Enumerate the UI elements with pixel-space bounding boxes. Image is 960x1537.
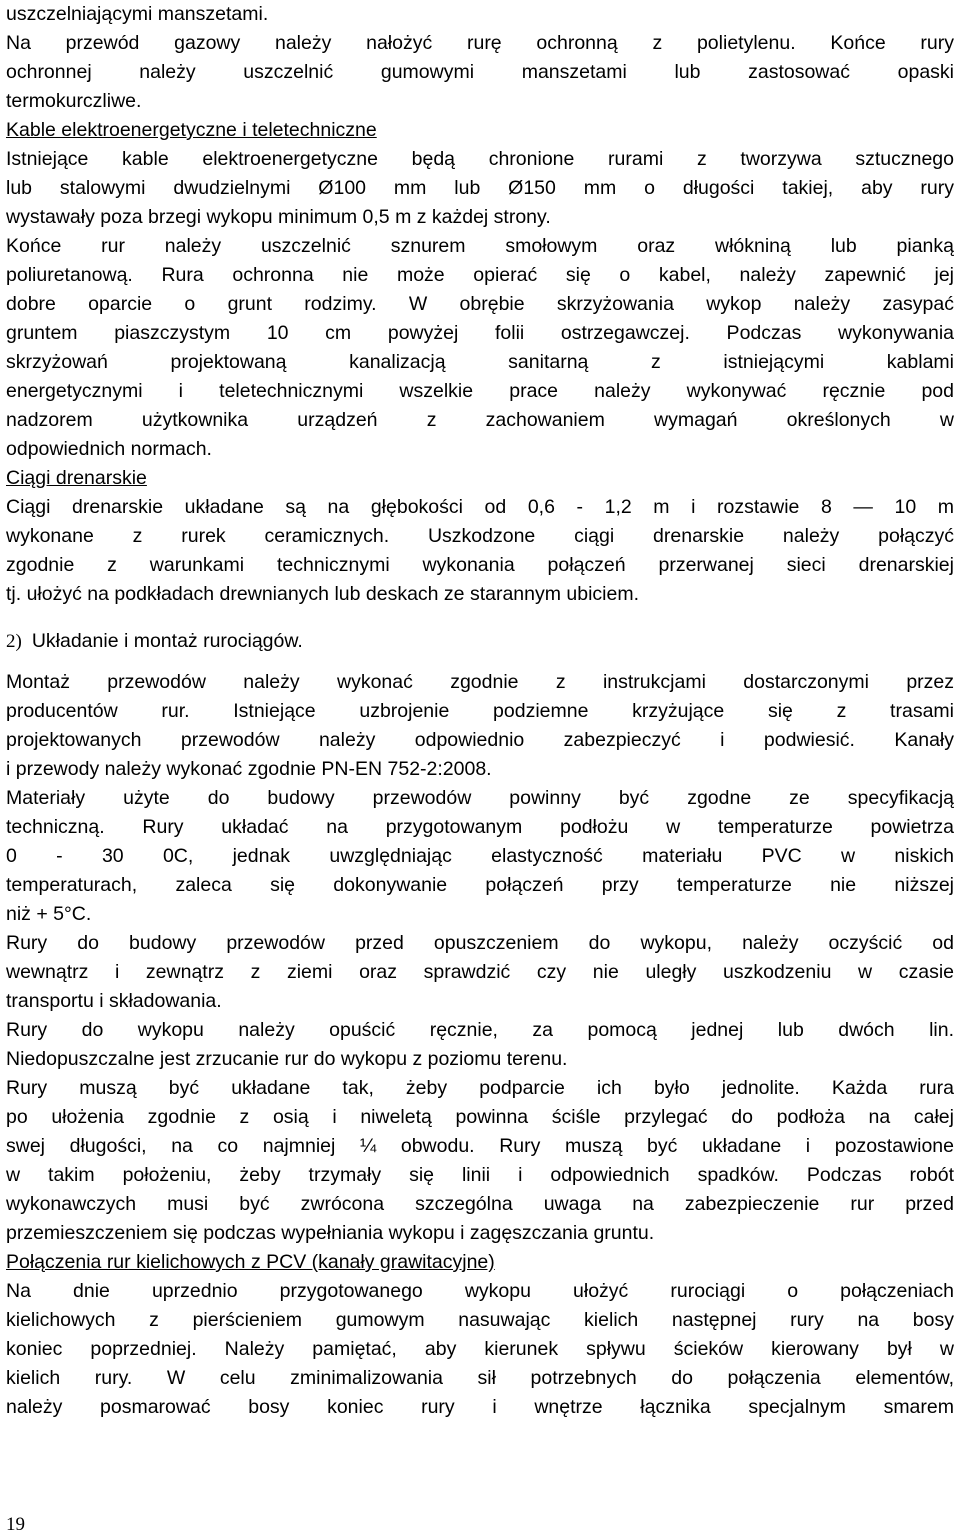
text-line: techniczną. Rury układać na przygotowanym podłożu w temperaturze powietrza [6,816,954,838]
text-line: skrzyżowań projektowaną kanalizacją sanitarną z istniejącymi kablami [6,351,954,373]
text-line: temperaturach, zaleca się dokonywanie połączeń przy temperaturze nie niższej [6,874,954,896]
text-line: wykonane z rurek ceramicznych. Uszkodzone ciągi drenarskie należy połączyć [6,525,954,547]
text-line: zgodnie z warunkami technicznymi wykonania połączeń przerwanej sieci drenarskiej [6,554,954,576]
text-line: Rury do budowy przewodów przed opuszczeniem do wykopu, należy oczyścić od [6,932,954,954]
text-line: nadzorem użytkownika urządzeń z zachowaniem wymagań określonych w [6,409,954,431]
text-line: kielich rury. W celu zminimalizowania sił potrzebnych do połączenia elementów, [6,1367,954,1389]
text-line: projektowanych przewodów należy odpowiednio zabezpieczyć i podwiesić. Kanały [6,729,954,751]
text-line: Rury do wykopu należy opuścić ręcznie, za pomocą jednej lub dwóch lin. [6,1019,954,1041]
text-line: koniec poprzedniej. Należy pamiętać, aby kierunek spływu ścieków kierowany był w [6,1338,954,1360]
page-number: 19 [6,1514,25,1535]
text-line: energetycznymi i teletechnicznymi wszelkie prace należy wykonywać ręcznie pod [6,380,954,402]
text-line: niż + 5°C. [6,903,92,925]
text-line: wewnątrz i zewnątrz z ziemi oraz sprawdzić czy nie uległy uszkodzeniu w czasie [6,961,954,983]
text-line: wykonawczych musi być zwrócona szczególna uwaga na zabezpieczenie rur przed [6,1193,954,1215]
text-line: Końce rur należy uszczelnić sznurem smołowym oraz włókniną lub pianką [6,235,954,257]
subheading-pvc-joints: Połączenia rur kielichowych z PCV (kanały grawitacyjne) [6,1251,495,1273]
text-line: gruntem piaszczystym 10 cm powyżej folii ostrzegawczej. Podczas wykonywania [6,322,954,344]
subheading-drainage: Ciągi drenarskie [6,467,147,489]
text-line: odpowiednich normach. [6,438,212,460]
text-line: przemieszczeniem się podczas wypełniania wykopu i zagęszczania gruntu. [6,1222,655,1244]
text-line: lub stalowymi dwudzielnymi Ø100 mm lub Ø150 mm o długości takiej, aby rury [6,177,954,199]
section-heading [6,627,954,656]
text-line: Na dnie uprzednio przygotowanego wykopu ułożyć rurociągi o połączeniach [6,1280,954,1302]
text-line: i przewody należy wykonać zgodnie PN-EN 752-2:2008. [6,758,492,780]
text-line: tj. ułożyć na podkładach drewnianych lub deskach ze starannym ubiciem. [6,583,640,605]
subheading-cables: Kable elektroenergetyczne i teletechniczne [6,119,377,141]
text-line: Istniejące kable elektroenergetyczne będą chronione rurami z tworzywa sztucznego [6,148,954,170]
text-line: 0 - 30 0C, jednak uwzględniając elastyczność materiału PVC w niskich [6,845,954,867]
text-line: producentów rur. Istniejące uzbrojenie podziemne krzyżujące się z trasami [6,700,954,722]
text-line: po ułożenia zgodnie z osią i niweletą powinna ściśle przylegać do podłoża na całej [6,1106,954,1128]
text-line: poliuretanową. Rura ochronna nie może opierać się o kabel, należy zapewnić jej [6,264,954,286]
text-line: Rury muszą być układane tak, żeby podparcie ich było jednolite. Każda rura [6,1077,954,1099]
text-line: wystawały poza brzegi wykopu minimum 0,5 m z każdej strony. [6,206,551,228]
text-line: Materiały użyte do budowy przewodów powinny być zgodne ze specyfikacją [6,787,954,809]
spacer [6,656,954,668]
section-title: Układanie i montaż rurociągów. [31,630,303,652]
section-number: 2) [6,631,22,652]
text-line: swej długości, na co najmniej ¼ obwodu. Rury muszą być układane i pozostawione [6,1135,954,1157]
text-line: Montaż przewodów należy wykonać zgodnie z instrukcjami dostarczonymi przez [6,671,954,693]
text-line: należy posmarować bosy koniec rury i wnętrze łącznika specjalnym smarem [6,1396,954,1418]
text-line: kielichowych z pierścieniem gumowym nasuwając kielich następnej rury na bosy [6,1309,954,1331]
document-body [6,0,954,1422]
text-line: ochronnej należy uszczelnić gumowymi manszetami lub zastosować opaski [6,61,954,83]
text-line: dobre oparcie o grunt rodzimy. W obrębie skrzyżowania wykop należy zasypać [6,293,954,315]
text-line: Ciągi drenarskie układane są na głębokości od 0,6 - 1,2 m i rozstawie 8 — 10 m [6,496,954,518]
text-line: termokurczliwe. [6,90,142,112]
spacer [6,609,954,627]
text-line: Niedopuszczalne jest zrzucanie rur do wykopu z poziomu terenu. [6,1048,568,1070]
text-line: w takim położeniu, żeby trzymały się linii i odpowiednich spadków. Podczas robót [6,1164,954,1186]
text-line: uszczelniającymi manszetami. [6,3,269,25]
text-line: Na przewód gazowy należy nałożyć rurę ochronną z polietylenu. Końce rury [6,32,954,54]
text-line: transportu i składowania. [6,990,222,1012]
